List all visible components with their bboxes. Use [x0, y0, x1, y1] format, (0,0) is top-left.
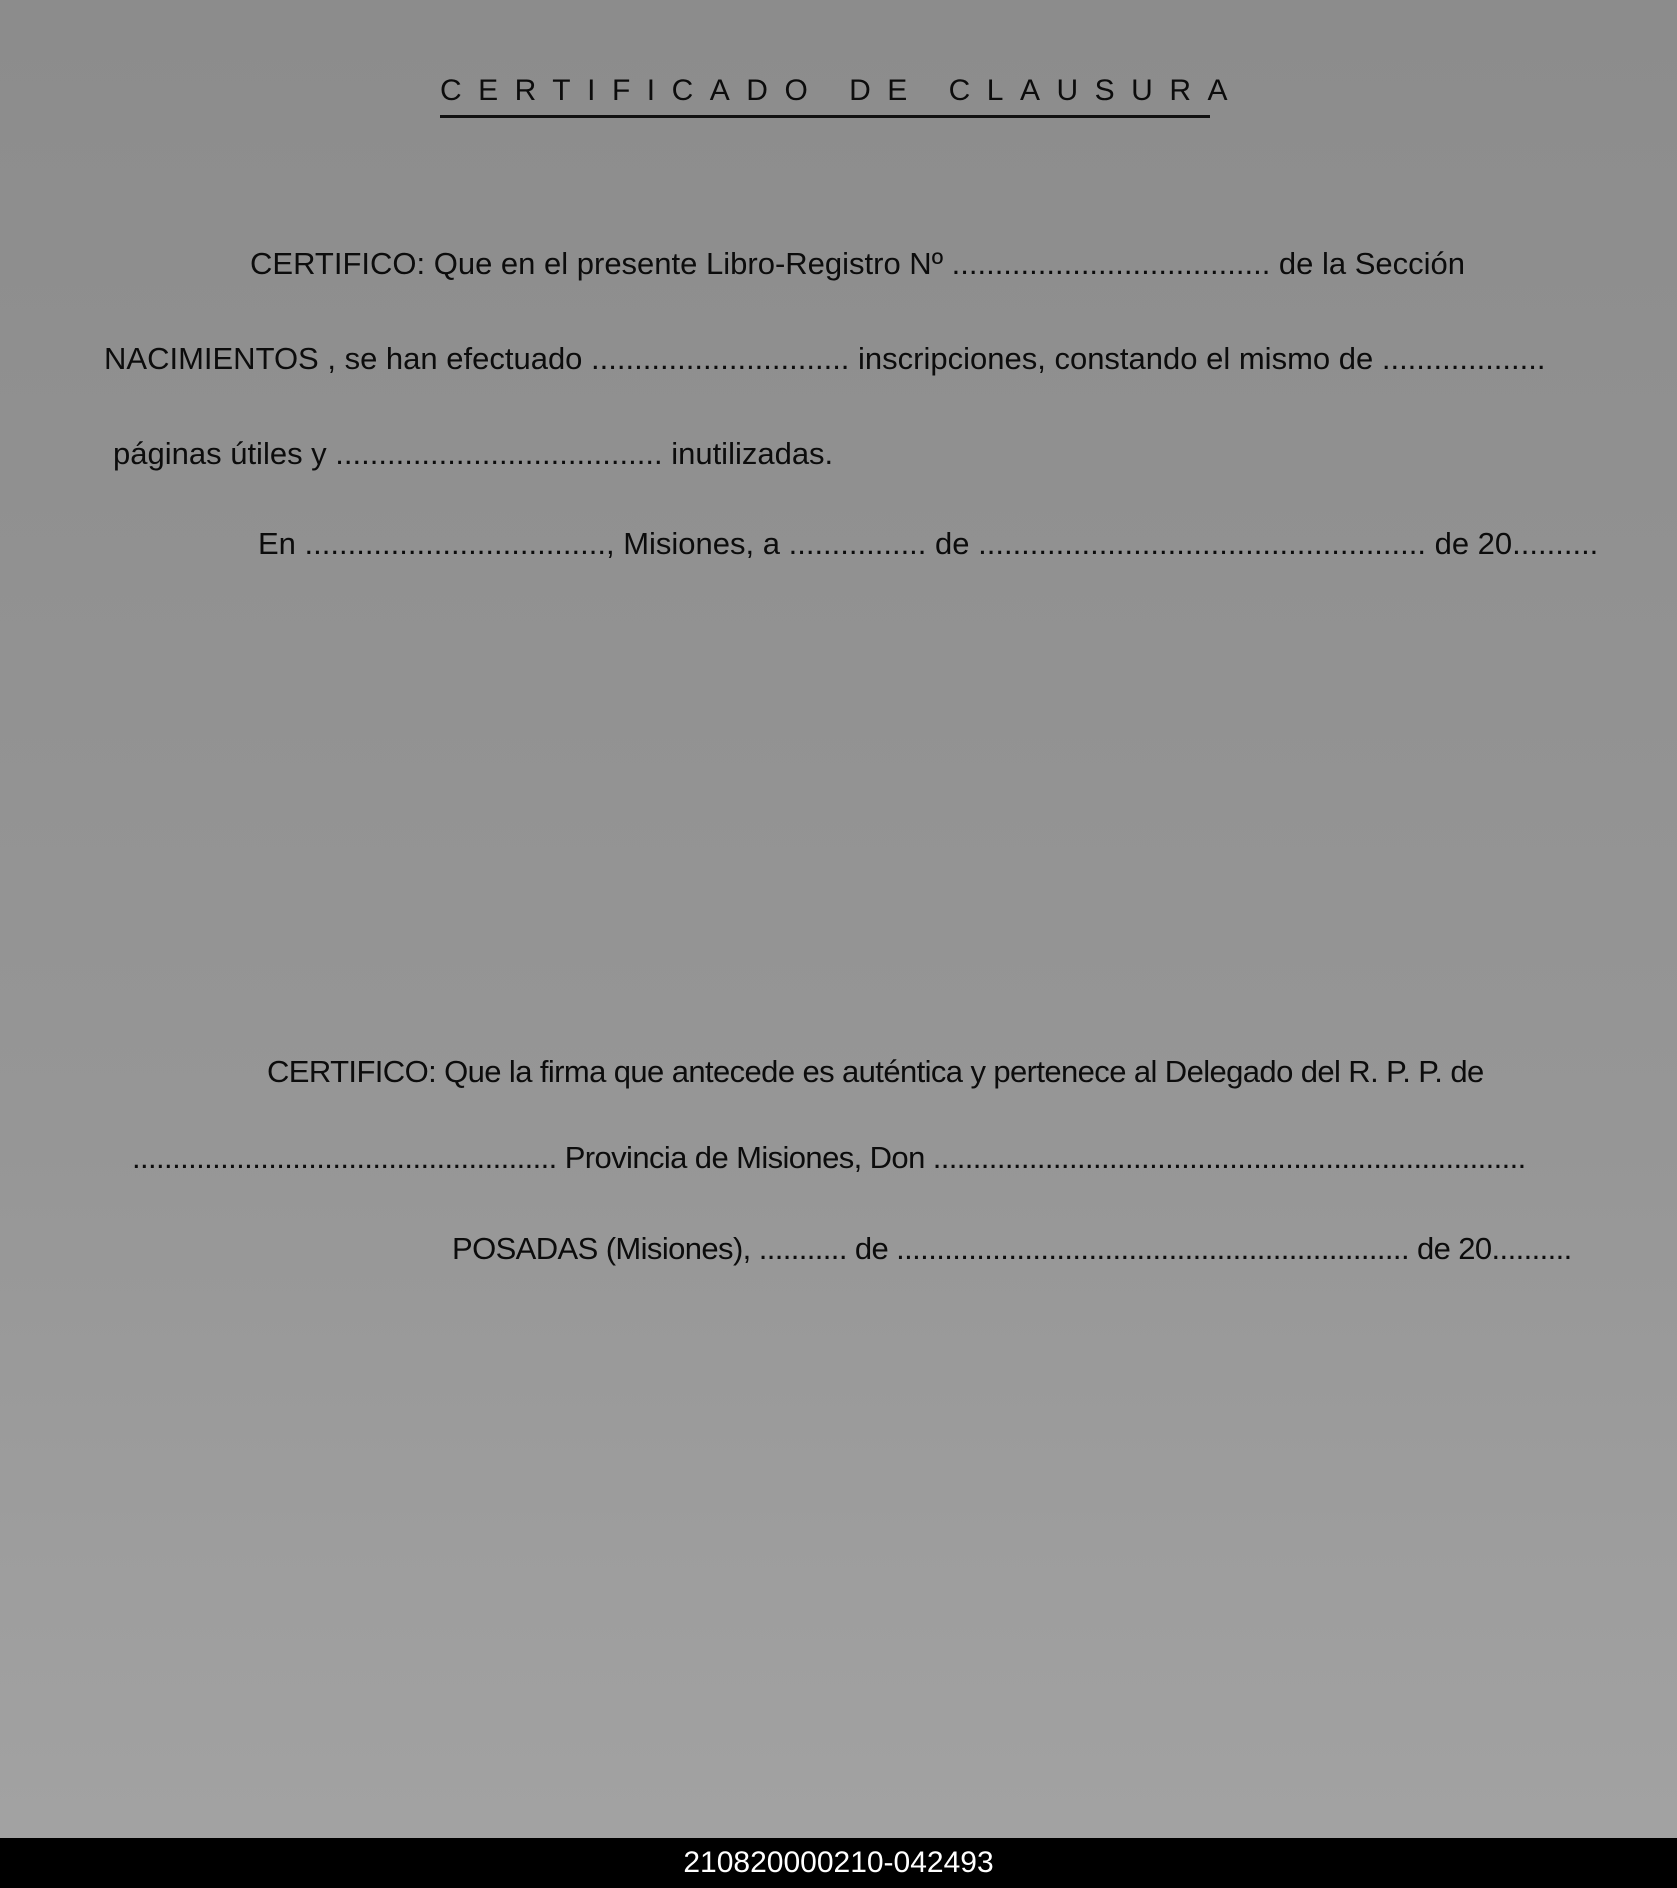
section1-line4: En ..................................., Misiones, a ................ de .................................................... de 20..........: [258, 526, 1599, 561]
certificate-title: CERTIFICADO DE CLAUSURA: [440, 74, 1245, 107]
footer-id-text: 210820000210-042493: [683, 1846, 994, 1879]
title-underline: [440, 115, 1210, 118]
section1-line1: CERTIFICO: Que en el presente Libro-Registro Nº ..................................... de la Sección: [250, 246, 1466, 281]
section1-line2: NACIMIENTOS , se han efectuado .............................. inscripciones, constando el mismo de ...................: [104, 341, 1546, 376]
section2-line1: CERTIFICO: Que la firma que antecede es auténtica y pertenece al Delegado del R. P. P. de: [267, 1054, 1484, 1089]
section2-line2: ..................................................... Provincia de Misiones, Don ..........................................................................: [132, 1140, 1526, 1175]
section1-line3: páginas útiles y ...................................... inutilizadas.: [113, 436, 834, 471]
section2-line3: POSADAS (Misiones), ........... de ................................................................ de 20..........: [452, 1231, 1572, 1266]
footer-id-bar: [0, 1838, 1677, 1888]
